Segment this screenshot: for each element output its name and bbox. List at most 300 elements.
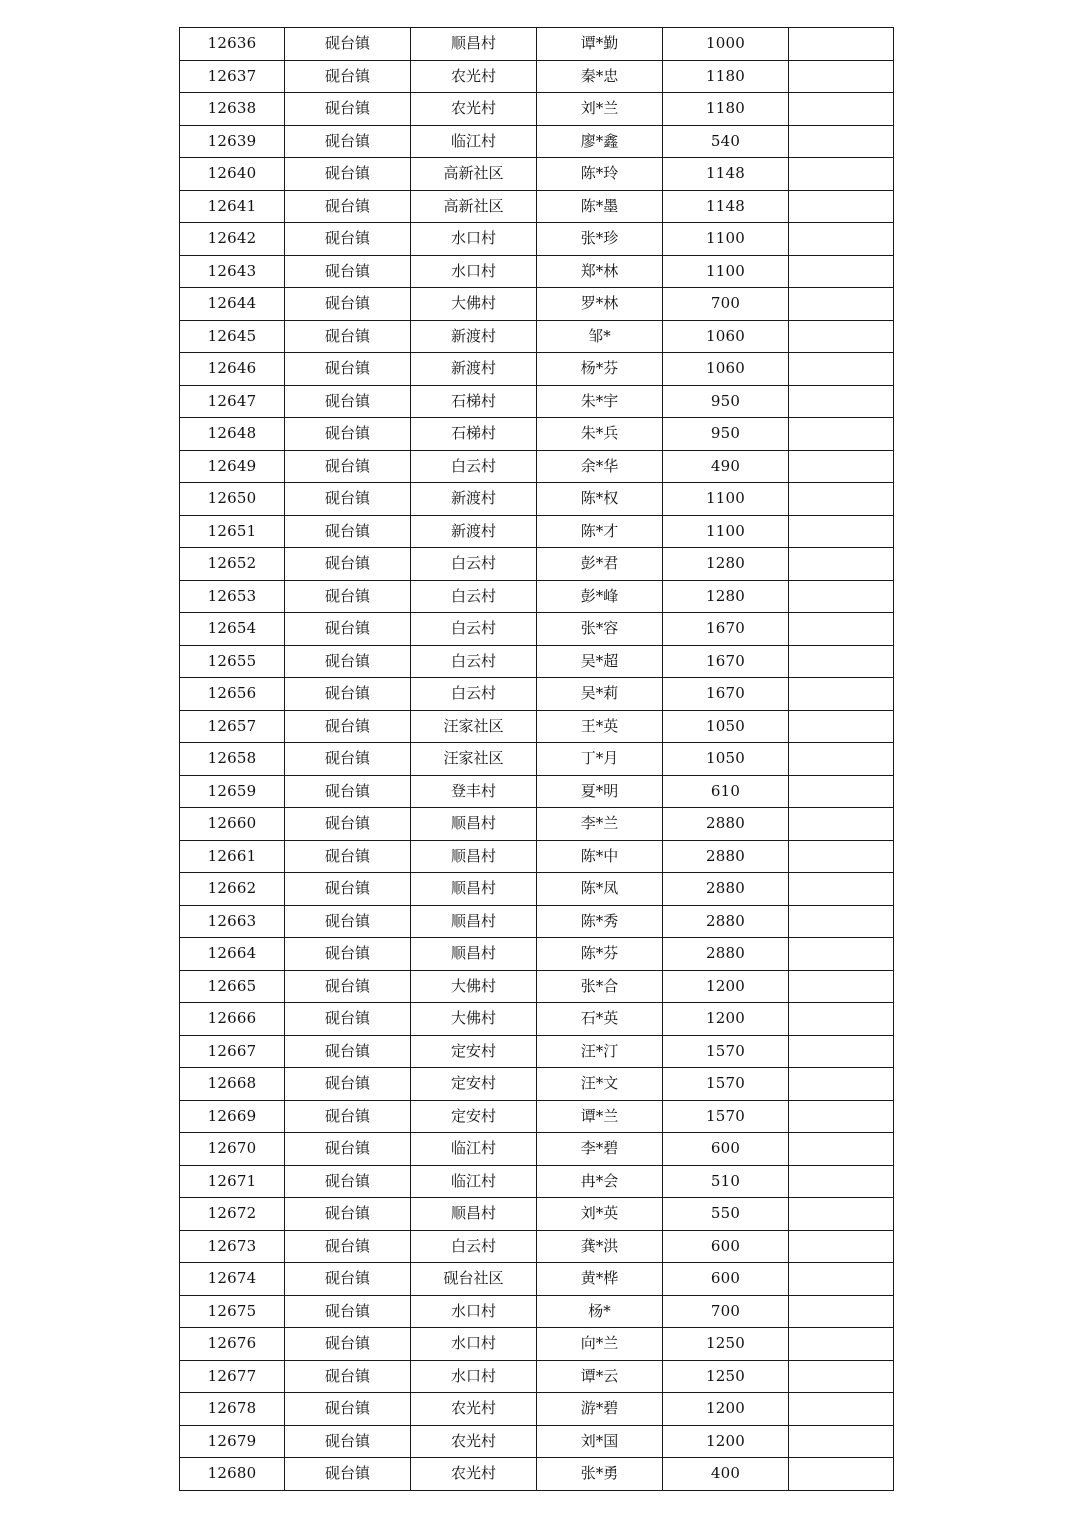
note-cell	[789, 1458, 894, 1491]
village-cell: 顺昌村	[411, 905, 537, 938]
note-cell	[789, 905, 894, 938]
table-row	[180, 743, 894, 776]
village-cell: 农光村	[411, 1393, 537, 1426]
town-cell: 砚台镇	[285, 775, 411, 808]
table-row	[180, 1068, 894, 1101]
row-id-cell: 12647	[180, 385, 285, 418]
amount-cell: 600	[663, 1133, 789, 1166]
note-cell	[789, 1198, 894, 1231]
town-cell: 砚台镇	[285, 450, 411, 483]
town-cell: 砚台镇	[285, 288, 411, 321]
amount-cell: 2880	[663, 905, 789, 938]
row-id-cell: 12650	[180, 483, 285, 516]
village-cell: 新渡村	[411, 353, 537, 386]
town-cell: 砚台镇	[285, 1100, 411, 1133]
note-cell	[789, 613, 894, 646]
amount-cell: 1148	[663, 190, 789, 223]
amount-cell: 1100	[663, 515, 789, 548]
note-cell	[789, 190, 894, 223]
note-cell	[789, 1393, 894, 1426]
row-id-cell: 12670	[180, 1133, 285, 1166]
table-row	[180, 60, 894, 93]
town-cell: 砚台镇	[285, 743, 411, 776]
note-cell	[789, 125, 894, 158]
name-cell: 李*碧	[537, 1133, 663, 1166]
amount-cell: 1250	[663, 1360, 789, 1393]
amount-cell: 1100	[663, 255, 789, 288]
name-cell: 游*碧	[537, 1393, 663, 1426]
note-cell	[789, 1068, 894, 1101]
row-id-cell: 12669	[180, 1100, 285, 1133]
name-cell: 吴*超	[537, 645, 663, 678]
note-cell	[789, 320, 894, 353]
amount-cell: 1100	[663, 223, 789, 256]
village-cell: 水口村	[411, 255, 537, 288]
table-row	[180, 125, 894, 158]
amount-cell: 2880	[663, 808, 789, 841]
town-cell: 砚台镇	[285, 190, 411, 223]
village-cell: 新渡村	[411, 483, 537, 516]
town-cell: 砚台镇	[285, 710, 411, 743]
name-cell: 陈*芬	[537, 938, 663, 971]
town-cell: 砚台镇	[285, 418, 411, 451]
town-cell: 砚台镇	[285, 1425, 411, 1458]
row-id-cell: 12651	[180, 515, 285, 548]
town-cell: 砚台镇	[285, 1360, 411, 1393]
town-cell: 砚台镇	[285, 970, 411, 1003]
village-cell: 顺昌村	[411, 808, 537, 841]
table-row	[180, 353, 894, 386]
name-cell: 罗*林	[537, 288, 663, 321]
table-row	[180, 645, 894, 678]
village-cell: 高新社区	[411, 190, 537, 223]
village-cell: 定安村	[411, 1068, 537, 1101]
note-cell	[789, 808, 894, 841]
town-cell: 砚台镇	[285, 1068, 411, 1101]
name-cell: 杨*	[537, 1295, 663, 1328]
table-row	[180, 1198, 894, 1231]
amount-cell: 1180	[663, 60, 789, 93]
row-id-cell: 12676	[180, 1328, 285, 1361]
note-cell	[789, 1003, 894, 1036]
town-cell: 砚台镇	[285, 1393, 411, 1426]
note-cell	[789, 873, 894, 906]
row-id-cell: 12656	[180, 678, 285, 711]
name-cell: 陈*墨	[537, 190, 663, 223]
town-cell: 砚台镇	[285, 1003, 411, 1036]
town-cell: 砚台镇	[285, 125, 411, 158]
name-cell: 陈*秀	[537, 905, 663, 938]
row-id-cell: 12643	[180, 255, 285, 288]
amount-cell: 1670	[663, 613, 789, 646]
amount-cell: 600	[663, 1230, 789, 1263]
row-id-cell: 12662	[180, 873, 285, 906]
amount-cell: 1060	[663, 320, 789, 353]
row-id-cell: 12666	[180, 1003, 285, 1036]
town-cell: 砚台镇	[285, 385, 411, 418]
name-cell: 陈*权	[537, 483, 663, 516]
note-cell	[789, 1165, 894, 1198]
town-cell: 砚台镇	[285, 1133, 411, 1166]
table-row	[180, 1425, 894, 1458]
row-id-cell: 12671	[180, 1165, 285, 1198]
table-row	[180, 223, 894, 256]
table-row	[180, 450, 894, 483]
note-cell	[789, 353, 894, 386]
note-cell	[789, 288, 894, 321]
name-cell: 张*容	[537, 613, 663, 646]
row-id-cell: 12640	[180, 158, 285, 191]
name-cell: 汪*文	[537, 1068, 663, 1101]
row-id-cell: 12653	[180, 580, 285, 613]
name-cell: 黄*桦	[537, 1263, 663, 1296]
name-cell: 朱*兵	[537, 418, 663, 451]
name-cell: 陈*才	[537, 515, 663, 548]
town-cell: 砚台镇	[285, 1230, 411, 1263]
row-id-cell: 12638	[180, 93, 285, 126]
row-id-cell: 12668	[180, 1068, 285, 1101]
row-id-cell: 12665	[180, 970, 285, 1003]
table-row	[180, 1263, 894, 1296]
row-id-cell: 12641	[180, 190, 285, 223]
name-cell: 刘*英	[537, 1198, 663, 1231]
village-cell: 新渡村	[411, 320, 537, 353]
amount-cell: 510	[663, 1165, 789, 1198]
amount-cell: 1180	[663, 93, 789, 126]
row-id-cell: 12664	[180, 938, 285, 971]
note-cell	[789, 158, 894, 191]
amount-cell: 1050	[663, 743, 789, 776]
village-cell: 顺昌村	[411, 938, 537, 971]
town-cell: 砚台镇	[285, 1198, 411, 1231]
name-cell: 谭*云	[537, 1360, 663, 1393]
amount-cell: 950	[663, 418, 789, 451]
row-id-cell: 12648	[180, 418, 285, 451]
table-row	[180, 580, 894, 613]
amount-cell: 1670	[663, 678, 789, 711]
records-table-body	[180, 28, 894, 1491]
name-cell: 冉*会	[537, 1165, 663, 1198]
name-cell: 秦*忠	[537, 60, 663, 93]
row-id-cell: 12642	[180, 223, 285, 256]
town-cell: 砚台镇	[285, 515, 411, 548]
town-cell: 砚台镇	[285, 320, 411, 353]
amount-cell: 1050	[663, 710, 789, 743]
row-id-cell: 12658	[180, 743, 285, 776]
village-cell: 顺昌村	[411, 28, 537, 61]
village-cell: 新渡村	[411, 515, 537, 548]
amount-cell: 610	[663, 775, 789, 808]
table-row	[180, 288, 894, 321]
table-row	[180, 320, 894, 353]
table-row	[180, 775, 894, 808]
village-cell: 大佛村	[411, 970, 537, 1003]
row-id-cell: 12660	[180, 808, 285, 841]
table-row	[180, 483, 894, 516]
amount-cell: 400	[663, 1458, 789, 1491]
amount-cell: 1148	[663, 158, 789, 191]
village-cell: 农光村	[411, 1425, 537, 1458]
name-cell: 谭*兰	[537, 1100, 663, 1133]
name-cell: 夏*明	[537, 775, 663, 808]
row-id-cell: 12645	[180, 320, 285, 353]
note-cell	[789, 483, 894, 516]
village-cell: 石梯村	[411, 418, 537, 451]
village-cell: 顺昌村	[411, 840, 537, 873]
village-cell: 高新社区	[411, 158, 537, 191]
amount-cell: 1250	[663, 1328, 789, 1361]
amount-cell: 1200	[663, 1393, 789, 1426]
amount-cell: 1200	[663, 1003, 789, 1036]
note-cell	[789, 60, 894, 93]
village-cell: 大佛村	[411, 1003, 537, 1036]
town-cell: 砚台镇	[285, 483, 411, 516]
name-cell: 丁*月	[537, 743, 663, 776]
name-cell: 向*兰	[537, 1328, 663, 1361]
village-cell: 白云村	[411, 645, 537, 678]
village-cell: 白云村	[411, 1230, 537, 1263]
row-id-cell: 12649	[180, 450, 285, 483]
amount-cell: 600	[663, 1263, 789, 1296]
town-cell: 砚台镇	[285, 905, 411, 938]
town-cell: 砚台镇	[285, 548, 411, 581]
row-id-cell: 12659	[180, 775, 285, 808]
table-row	[180, 515, 894, 548]
row-id-cell: 12657	[180, 710, 285, 743]
amount-cell: 950	[663, 385, 789, 418]
town-cell: 砚台镇	[285, 1328, 411, 1361]
row-id-cell: 12639	[180, 125, 285, 158]
name-cell: 陈*中	[537, 840, 663, 873]
row-id-cell: 12636	[180, 28, 285, 61]
note-cell	[789, 710, 894, 743]
town-cell: 砚台镇	[285, 678, 411, 711]
note-cell	[789, 970, 894, 1003]
row-id-cell: 12646	[180, 353, 285, 386]
table-row	[180, 1458, 894, 1491]
village-cell: 临江村	[411, 125, 537, 158]
table-row	[180, 1295, 894, 1328]
village-cell: 汪家社区	[411, 743, 537, 776]
village-cell: 白云村	[411, 548, 537, 581]
row-id-cell: 12680	[180, 1458, 285, 1491]
name-cell: 吴*莉	[537, 678, 663, 711]
town-cell: 砚台镇	[285, 28, 411, 61]
row-id-cell: 12677	[180, 1360, 285, 1393]
village-cell: 临江村	[411, 1165, 537, 1198]
town-cell: 砚台镇	[285, 223, 411, 256]
village-cell: 临江村	[411, 1133, 537, 1166]
amount-cell: 550	[663, 1198, 789, 1231]
note-cell	[789, 450, 894, 483]
name-cell: 李*兰	[537, 808, 663, 841]
row-id-cell: 12678	[180, 1393, 285, 1426]
row-id-cell: 12655	[180, 645, 285, 678]
amount-cell: 540	[663, 125, 789, 158]
village-cell: 砚台社区	[411, 1263, 537, 1296]
table-row	[180, 1393, 894, 1426]
note-cell	[789, 255, 894, 288]
note-cell	[789, 938, 894, 971]
village-cell: 顺昌村	[411, 1198, 537, 1231]
table-row	[180, 1100, 894, 1133]
note-cell	[789, 840, 894, 873]
name-cell: 刘*国	[537, 1425, 663, 1458]
table-row	[180, 1133, 894, 1166]
village-cell: 水口村	[411, 1295, 537, 1328]
name-cell: 彭*君	[537, 548, 663, 581]
town-cell: 砚台镇	[285, 645, 411, 678]
row-id-cell: 12661	[180, 840, 285, 873]
town-cell: 砚台镇	[285, 938, 411, 971]
table-row	[180, 28, 894, 61]
village-cell: 白云村	[411, 450, 537, 483]
town-cell: 砚台镇	[285, 1035, 411, 1068]
amount-cell: 1060	[663, 353, 789, 386]
town-cell: 砚台镇	[285, 808, 411, 841]
town-cell: 砚台镇	[285, 613, 411, 646]
table-row	[180, 190, 894, 223]
note-cell	[789, 28, 894, 61]
table-row	[180, 255, 894, 288]
row-id-cell: 12679	[180, 1425, 285, 1458]
amount-cell: 2880	[663, 873, 789, 906]
table-row	[180, 1328, 894, 1361]
amount-cell: 490	[663, 450, 789, 483]
amount-cell: 1570	[663, 1100, 789, 1133]
note-cell	[789, 645, 894, 678]
table-row	[180, 93, 894, 126]
village-cell: 农光村	[411, 93, 537, 126]
amount-cell: 1280	[663, 580, 789, 613]
row-id-cell: 12667	[180, 1035, 285, 1068]
row-id-cell: 12654	[180, 613, 285, 646]
amount-cell: 1670	[663, 645, 789, 678]
note-cell	[789, 1133, 894, 1166]
name-cell: 张*勇	[537, 1458, 663, 1491]
village-cell: 石梯村	[411, 385, 537, 418]
note-cell	[789, 580, 894, 613]
table-row	[180, 548, 894, 581]
note-cell	[789, 678, 894, 711]
village-cell: 水口村	[411, 1360, 537, 1393]
name-cell: 刘*兰	[537, 93, 663, 126]
row-id-cell: 12637	[180, 60, 285, 93]
amount-cell: 1200	[663, 1425, 789, 1458]
row-id-cell: 12675	[180, 1295, 285, 1328]
town-cell: 砚台镇	[285, 1458, 411, 1491]
name-cell: 龚*洪	[537, 1230, 663, 1263]
name-cell: 余*华	[537, 450, 663, 483]
note-cell	[789, 1425, 894, 1458]
note-cell	[789, 223, 894, 256]
town-cell: 砚台镇	[285, 580, 411, 613]
village-cell: 农光村	[411, 1458, 537, 1491]
table-row	[180, 678, 894, 711]
table-row	[180, 905, 894, 938]
row-id-cell: 12673	[180, 1230, 285, 1263]
note-cell	[789, 775, 894, 808]
table-row	[180, 970, 894, 1003]
table-row	[180, 840, 894, 873]
name-cell: 王*英	[537, 710, 663, 743]
village-cell: 农光村	[411, 60, 537, 93]
village-cell: 定安村	[411, 1100, 537, 1133]
amount-cell: 2880	[663, 938, 789, 971]
table-row	[180, 158, 894, 191]
row-id-cell: 12663	[180, 905, 285, 938]
note-cell	[789, 418, 894, 451]
town-cell: 砚台镇	[285, 1165, 411, 1198]
name-cell: 汪*汀	[537, 1035, 663, 1068]
town-cell: 砚台镇	[285, 840, 411, 873]
note-cell	[789, 1100, 894, 1133]
village-cell: 定安村	[411, 1035, 537, 1068]
town-cell: 砚台镇	[285, 93, 411, 126]
village-cell: 顺昌村	[411, 873, 537, 906]
table-row	[180, 1035, 894, 1068]
note-cell	[789, 385, 894, 418]
town-cell: 砚台镇	[285, 60, 411, 93]
village-cell: 水口村	[411, 1328, 537, 1361]
village-cell: 登丰村	[411, 775, 537, 808]
note-cell	[789, 1035, 894, 1068]
table-row	[180, 710, 894, 743]
amount-cell: 1570	[663, 1068, 789, 1101]
name-cell: 廖*鑫	[537, 125, 663, 158]
table-row	[180, 938, 894, 971]
note-cell	[789, 515, 894, 548]
name-cell: 石*英	[537, 1003, 663, 1036]
name-cell: 邹*	[537, 320, 663, 353]
village-cell: 白云村	[411, 613, 537, 646]
note-cell	[789, 1295, 894, 1328]
name-cell: 张*珍	[537, 223, 663, 256]
name-cell: 陈*凤	[537, 873, 663, 906]
village-cell: 水口村	[411, 223, 537, 256]
amount-cell: 700	[663, 1295, 789, 1328]
name-cell: 张*合	[537, 970, 663, 1003]
note-cell	[789, 743, 894, 776]
amount-cell: 1570	[663, 1035, 789, 1068]
town-cell: 砚台镇	[285, 1295, 411, 1328]
village-cell: 白云村	[411, 678, 537, 711]
table-row	[180, 1003, 894, 1036]
name-cell: 杨*芬	[537, 353, 663, 386]
town-cell: 砚台镇	[285, 353, 411, 386]
table-row	[180, 385, 894, 418]
amount-cell: 2880	[663, 840, 789, 873]
table-row	[180, 1360, 894, 1393]
name-cell: 郑*林	[537, 255, 663, 288]
amount-cell: 1200	[663, 970, 789, 1003]
name-cell: 谭*勤	[537, 28, 663, 61]
note-cell	[789, 93, 894, 126]
village-cell: 大佛村	[411, 288, 537, 321]
village-cell: 汪家社区	[411, 710, 537, 743]
amount-cell: 1000	[663, 28, 789, 61]
table-row	[180, 1165, 894, 1198]
town-cell: 砚台镇	[285, 255, 411, 288]
town-cell: 砚台镇	[285, 1263, 411, 1296]
town-cell: 砚台镇	[285, 158, 411, 191]
amount-cell: 1280	[663, 548, 789, 581]
town-cell: 砚台镇	[285, 873, 411, 906]
table-row	[180, 613, 894, 646]
name-cell: 陈*玲	[537, 158, 663, 191]
row-id-cell: 12644	[180, 288, 285, 321]
name-cell: 彭*峰	[537, 580, 663, 613]
